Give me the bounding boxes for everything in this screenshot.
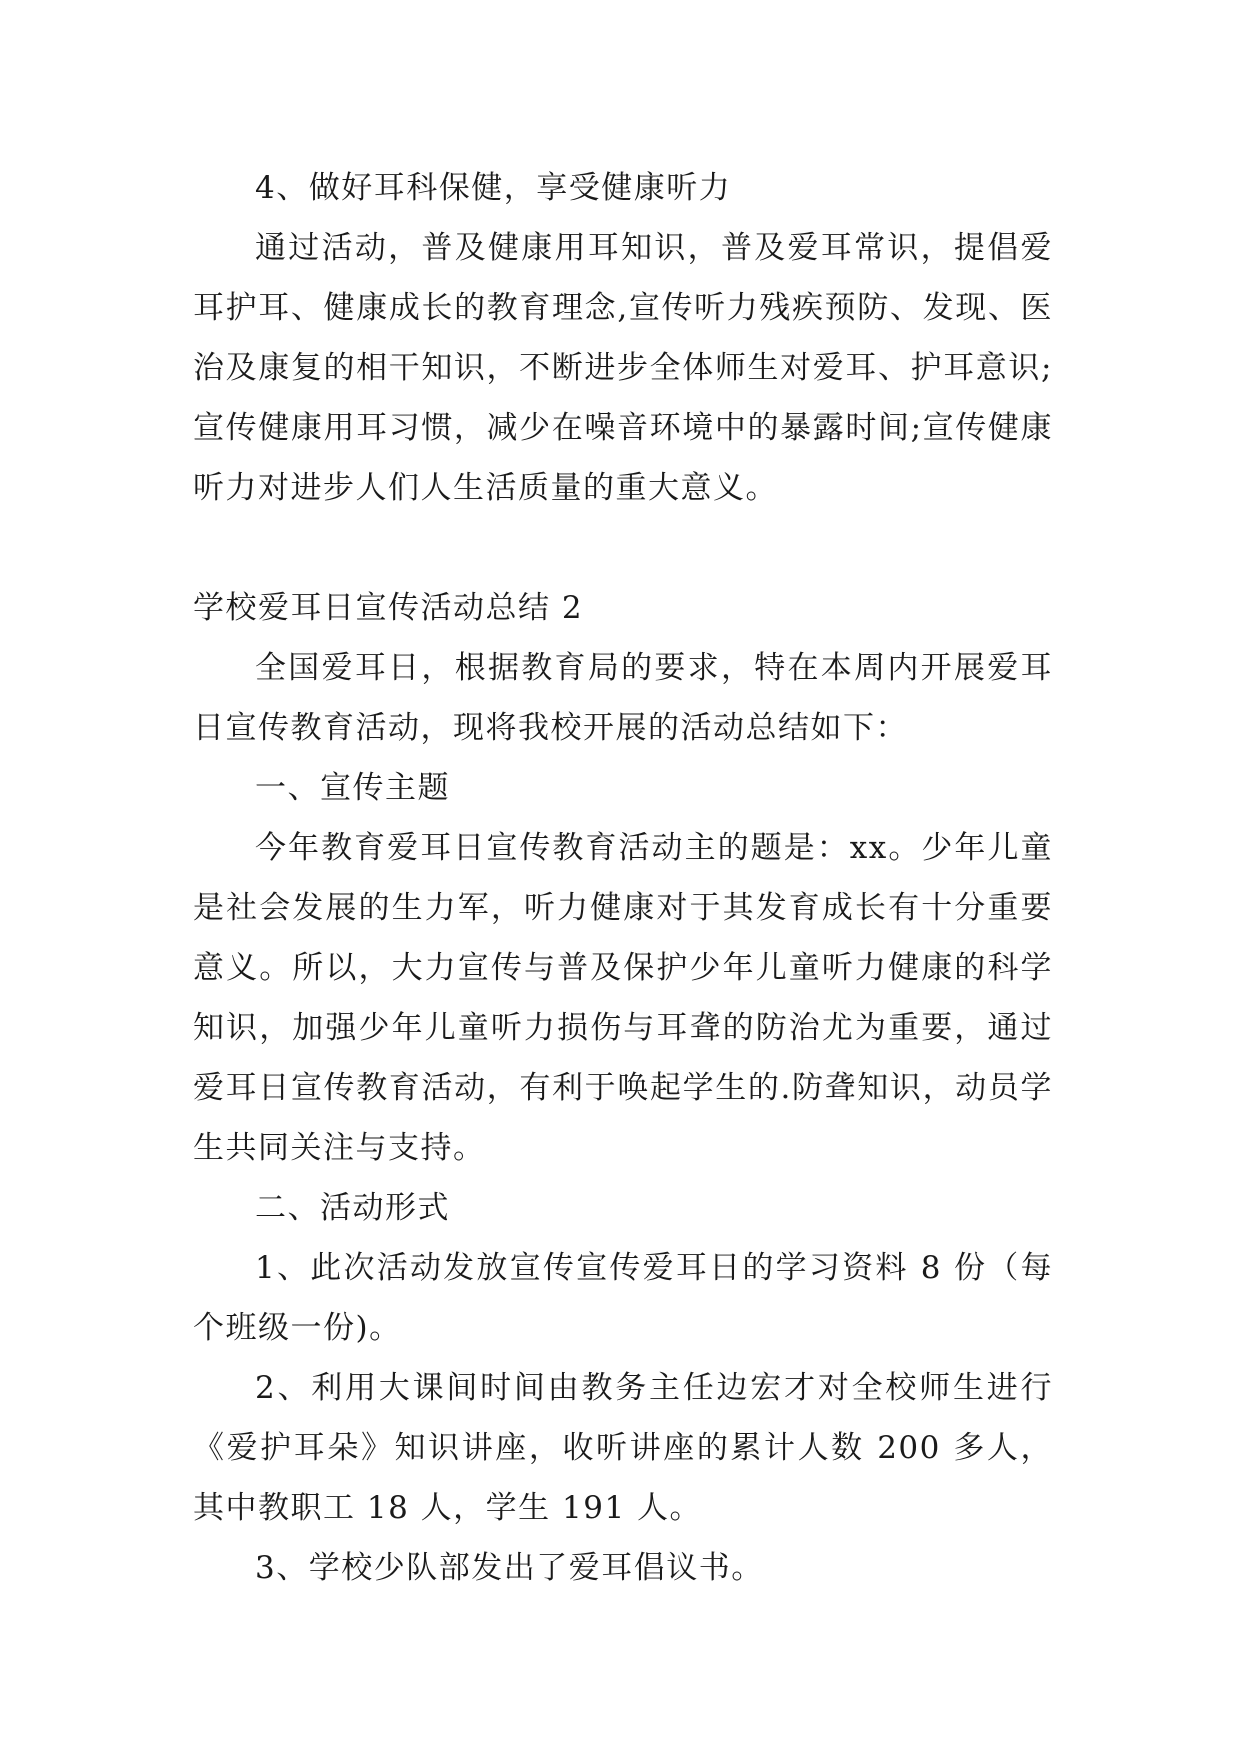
heading-item-4: 4、做好耳科保健，享受健康听力	[255, 170, 732, 206]
paragraph-item-3: 3、学校少队部发出了爱耳倡议书。	[255, 1550, 764, 1586]
paragraph-item-1: 1、此次活动发放宣传宣传爱耳日的学习资料 8 份（每个班级一份)。	[193, 1250, 1053, 1346]
heading-activity-form: 二、活动形式	[255, 1190, 450, 1226]
section-title: 学校爱耳日宣传活动总结 2	[193, 590, 584, 626]
spacer	[193, 518, 1053, 578]
heading-theme: 一、宣传主题	[255, 770, 450, 806]
paragraph-theme: 今年教育爱耳日宣传教育活动主的题是：xx。少年儿童是社会发展的生力军，听力健康对于其发育成长有十分重要意义。所以，大力宣传与普及保护少年儿童听力健康的科学知识，加强少年儿童听力损伤与耳聋的防治尤为重要，通过爱耳日宣传教育活动，有利于唤起学生的.防聋知识，动员学生共同关注与支持。	[193, 830, 1053, 1166]
paragraph-intro: 全国爱耳日，根据教育局的要求，特在本周内开展爱耳日宣传教育活动，现将我校开展的活动总结如下：	[193, 650, 1053, 746]
paragraph-item-2: 2、利用大课间时间由教务主任边宏才对全校师生进行《爱护耳朵》知识讲座，收听讲座的累计人数 200 多人，其中教职工 18 人，学生 191 人。	[193, 1370, 1053, 1526]
paragraph-activity-purpose: 通过活动，普及健康用耳知识，普及爱耳常识，提倡爱耳护耳、健康成长的教育理念,宣传听力残疾预防、发现、医治及康复的相干知识，不断进步全体师生对爱耳、护耳意识;宣传健康用耳习惯，减少在噪音环境中的暴露时间;宣传健康听力对进步人们人生活质量的重大意义。	[193, 230, 1053, 506]
document-page	[193, 158, 1053, 1598]
